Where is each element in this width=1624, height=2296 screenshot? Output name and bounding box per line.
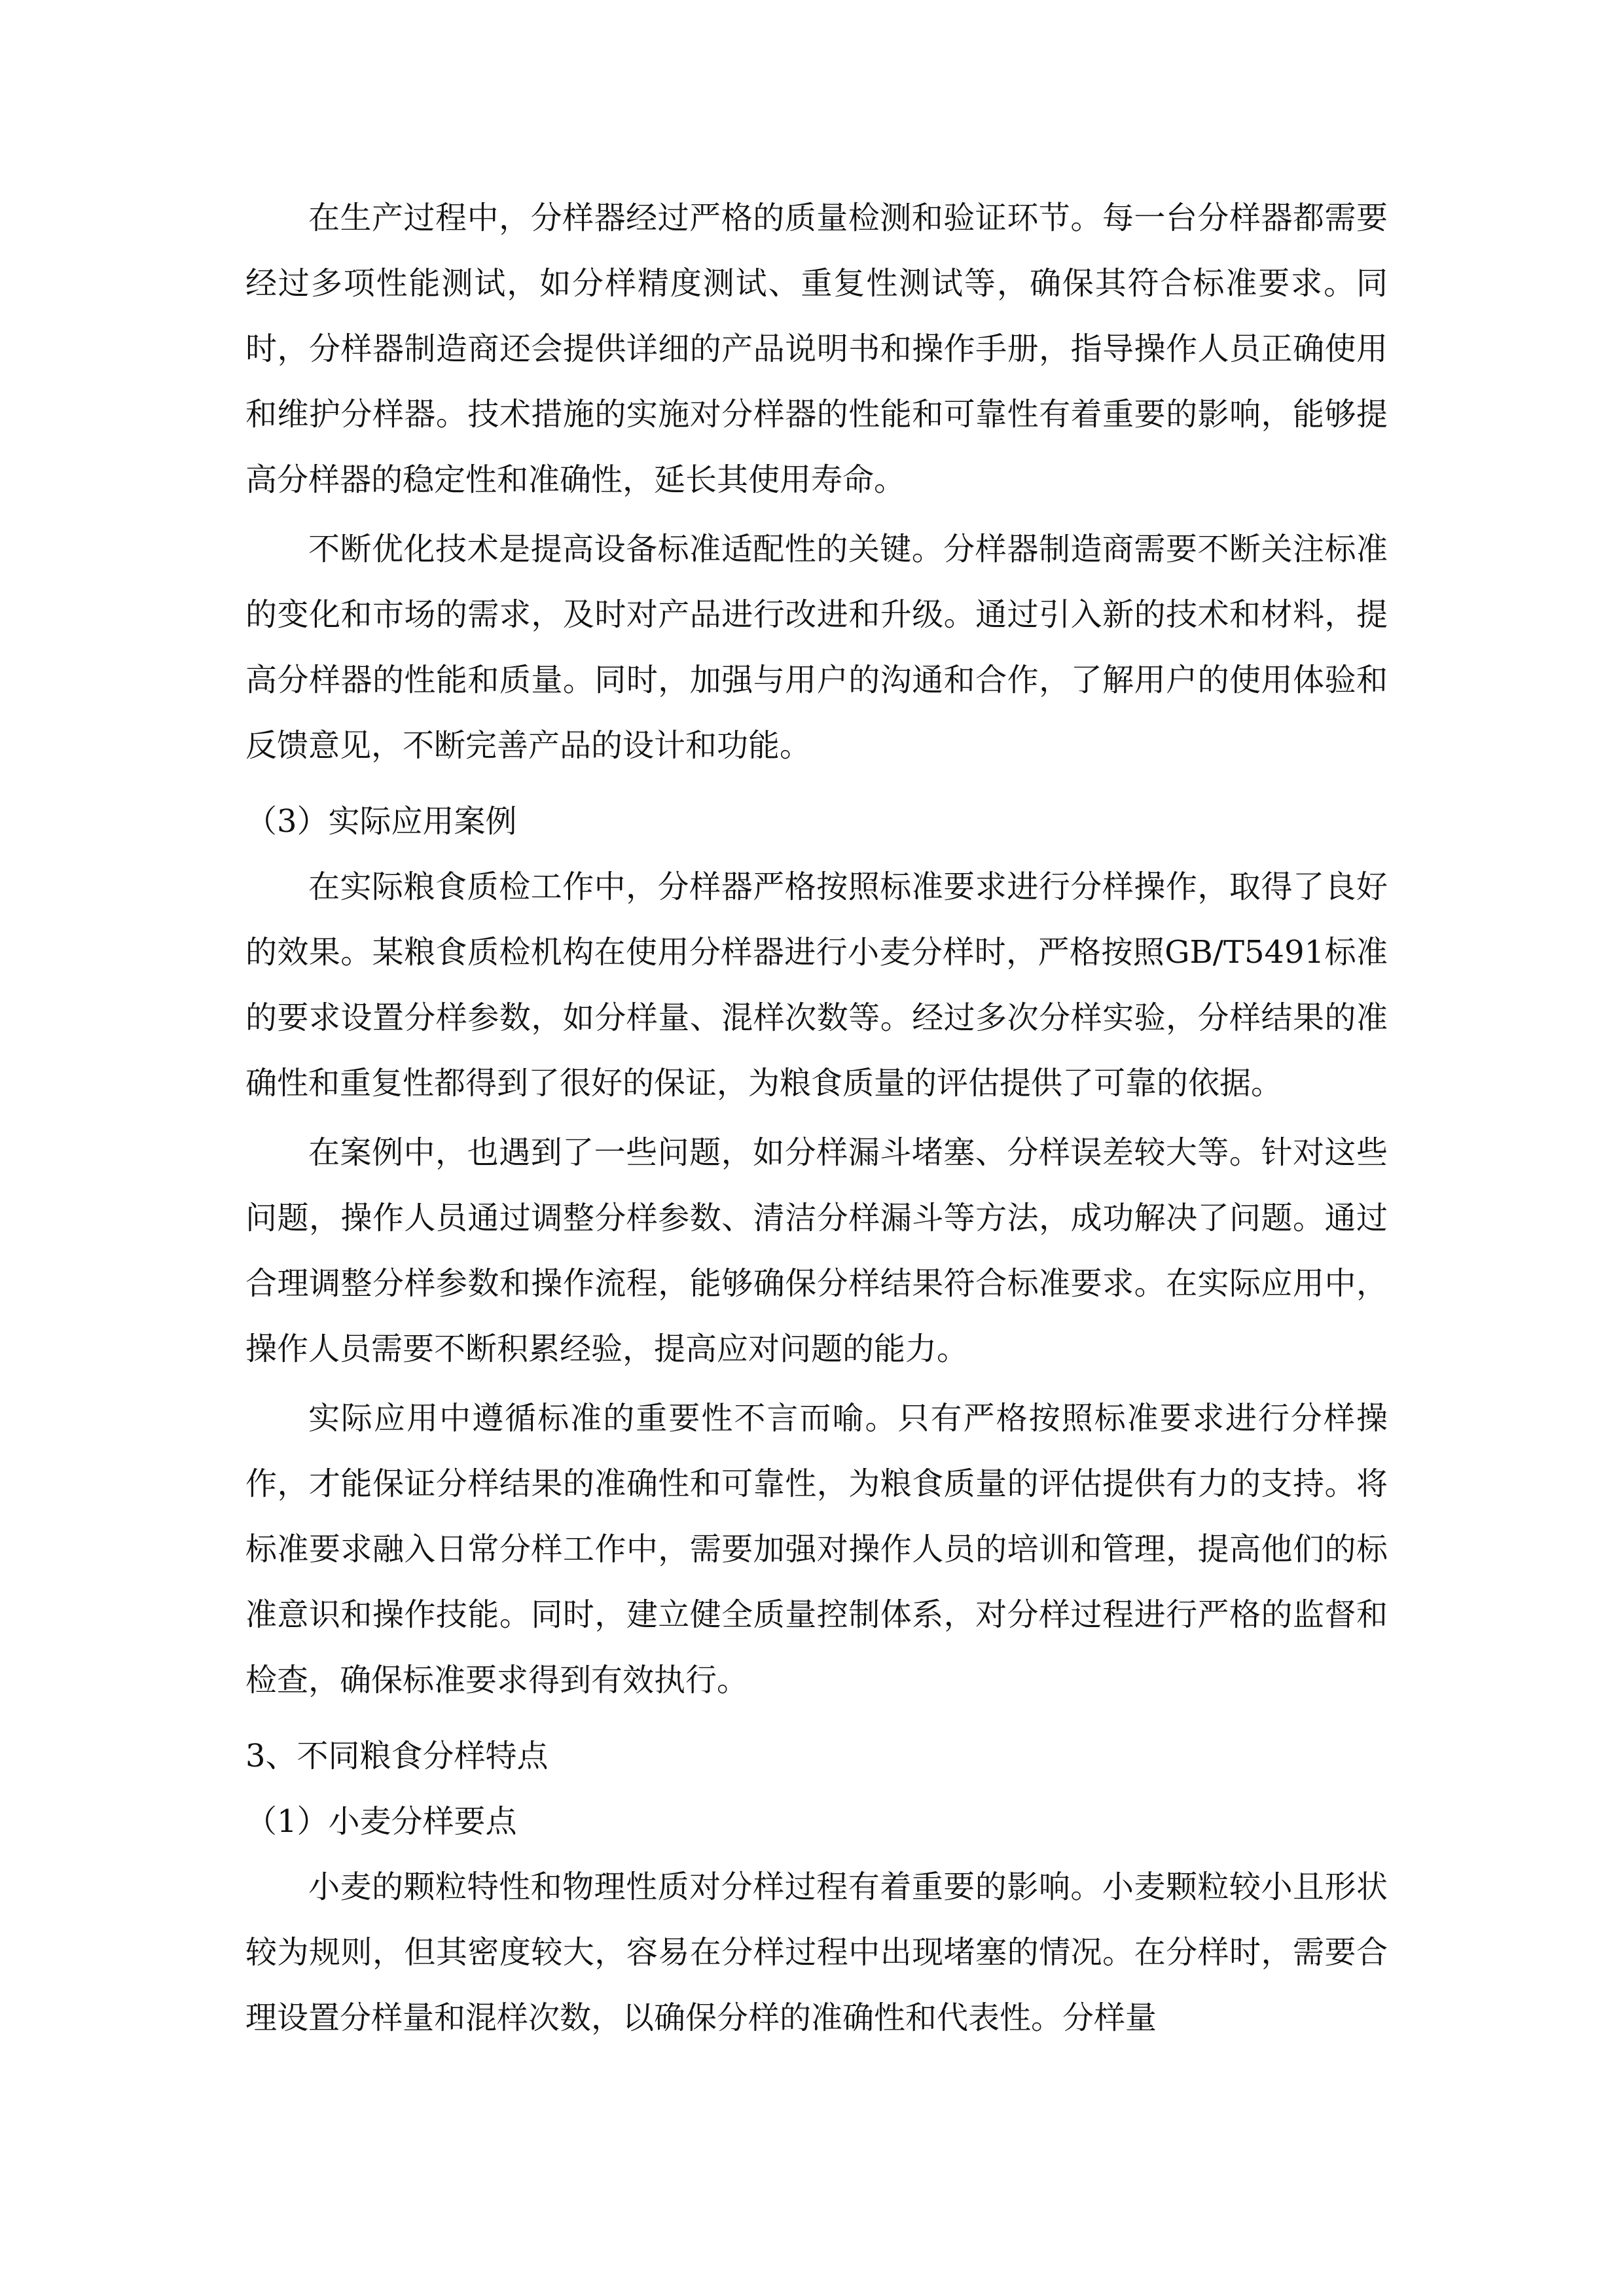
heading-wheat-sampling: （1）小麦分样要点 — [245, 1803, 517, 1840]
heading-application-case: （3）实际应用案例 — [245, 803, 517, 840]
paragraph-case-grain-inspection: 在实际粮食质检工作中，分样器严格按照标准要求进行分样操作，取得了良好的效果。某粮食质检机构在使用分样器进行小麦分样时，严格按照GB/T5491标准的要求设置分样参数，如分样量、混样次数等。经过多次分样实验，分样结果的准确性和重复性都得到了很好的保证，为粮食质量的评估提供了可靠的依据。 — [245, 869, 1388, 1102]
document-body — [245, 185, 1388, 2051]
paragraph-technology-optimization: 不断优化技术是提高设备标准适配性的关键。分样器制造商需要不断关注标准的变化和市场的需求，及时对产品进行改进和升级。通过引入新的技术和材料，提高分样器的性能和质量。同时，加强与用户的沟通和合作，了解用户的使用体验和反馈意见，不断完善产品的设计和功能。 — [245, 531, 1388, 764]
paragraph-wheat-characteristics: 小麦的颗粒特性和物理性质对分样过程有着重要的影响。小麦颗粒较小且形状较为规则，但其密度较大，容易在分样过程中出现堵塞的情况。在分样时，需要合理设置分样量和混样次数，以确保分样的准确性和代表性。分样量 — [245, 1869, 1388, 2036]
paragraph-standard-importance: 实际应用中遵循标准的重要性不言而喻。只有严格按照标准要求进行分样操作，才能保证分样结果的准确性和可靠性，为粮食质量的评估提供有力的支持。将标准要求融入日常分样工作中，需要加强对操作人员的培训和管理，提高他们的标准意识和操作技能。同时，建立健全质量控制体系，对分样过程进行严格的监督和检查，确保标准要求得到有效执行。 — [245, 1400, 1388, 1698]
paragraph-quality-inspection: 在生产过程中，分样器经过严格的质量检测和验证环节。每一台分样器都需要经过多项性能测试，如分样精度测试、重复性测试等，确保其符合标准要求。同时，分样器制造商还会提供详细的产品说明书和操作手册，指导操作人员正确使用和维护分样器。技术措施的实施对分样器的性能和可靠性有着重要的影响，能够提高分样器的稳定性和准确性，延长其使用寿命。 — [245, 200, 1388, 498]
paragraph-case-problems: 在案例中，也遇到了一些问题，如分样漏斗堵塞、分样误差较大等。针对这些问题，操作人员通过调整分样参数、清洁分样漏斗等方法，成功解决了问题。通过合理调整分样参数和操作流程，能够确保分样结果符合标准要求。在实际应用中，操作人员需要不断积累经验，提高应对问题的能力。 — [245, 1134, 1388, 1367]
heading-section-3: 3、不同粮食分样特点 — [245, 1738, 549, 1774]
